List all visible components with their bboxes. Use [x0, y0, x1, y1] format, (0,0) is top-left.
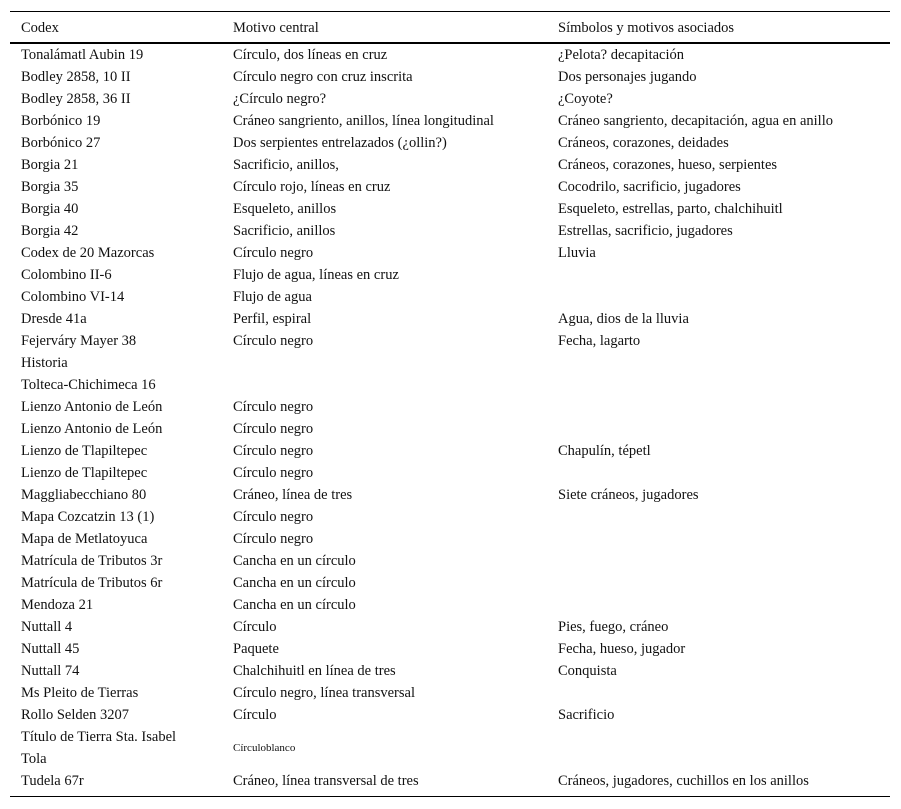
- cell-motivo: Chalchihuitl en línea de tres: [233, 663, 396, 679]
- cell-codex: Borgia 40: [21, 201, 79, 217]
- cell-codex: Título de Tierra Sta. Isabel: [21, 729, 177, 745]
- cell-motivo: Círculo negro: [233, 531, 314, 547]
- cell-motivo: Flujo de agua: [233, 289, 312, 305]
- cell-simbolos: ¿Pelota? decapitación: [558, 47, 685, 63]
- table-row: [0, 286, 901, 308]
- header-codex: Codex: [21, 20, 59, 36]
- cell-codex: Colombino VI-14: [21, 289, 125, 305]
- table-row: [0, 242, 901, 264]
- cell-codex: Borgia 21: [21, 157, 79, 173]
- cell-motivo: Círculo negro: [233, 465, 314, 481]
- cell-motivo: Círculo rojo, líneas en cruz: [233, 179, 391, 195]
- cell-simbolos: Esqueleto, estrellas, parto, chalchihuitl: [558, 201, 783, 217]
- cell-motivo: Cráneo, línea de tres: [233, 487, 353, 503]
- cell-simbolos: Cráneos, corazones, deidades: [558, 135, 729, 151]
- cell-motivo: Cráneo, línea transversal de tres: [233, 773, 419, 789]
- cell-codex: Maggliabecchiano 80: [21, 487, 147, 503]
- table-row: [0, 66, 901, 88]
- table-row: [0, 396, 901, 418]
- cell-motivo: Cancha en un círculo: [233, 597, 356, 613]
- cell-motivo: Círculo negro: [233, 245, 314, 261]
- cell-codex: Tudela 67r: [21, 773, 84, 789]
- table-row: [0, 484, 901, 506]
- table-row: [0, 462, 901, 484]
- cell-motivo: Círculo negro: [233, 399, 314, 415]
- cell-codex: Nuttall 74: [21, 663, 80, 679]
- table-row: [0, 220, 901, 242]
- cell-codex: Borgia 42: [21, 223, 79, 239]
- cell-motivo: Perfil, espiral: [233, 311, 312, 327]
- table-row: [0, 594, 901, 616]
- table-row: [0, 506, 901, 528]
- table-top-rule: [10, 11, 890, 12]
- cell-codex: Mendoza 21: [21, 597, 94, 613]
- cell-simbolos: Fecha, lagarto: [558, 333, 641, 349]
- cell-motivo: Círculo negro con cruz inscrita: [233, 69, 413, 85]
- table-row: [0, 572, 901, 594]
- cell-motivo: Círculo: [233, 707, 277, 723]
- cell-codex: Nuttall 45: [21, 641, 80, 657]
- cell-motivo: Círculoblanco: [233, 742, 296, 754]
- cell-motivo: Círculo negro: [233, 421, 314, 437]
- table-row: [0, 418, 901, 440]
- cell-motivo: Círculo: [233, 619, 277, 635]
- table-row: [0, 704, 901, 726]
- cell-codex: Borbónico 27: [21, 135, 101, 151]
- table-row: [0, 770, 901, 792]
- cell-simbolos: Cráneo sangriento, decapitación, agua en anillo: [558, 113, 833, 129]
- table-row: [0, 528, 901, 550]
- cell-motivo: Círculo negro: [233, 509, 314, 525]
- cell-codex: Tonalámatl Aubin 19: [21, 47, 144, 63]
- cell-motivo: Cancha en un círculo: [233, 575, 356, 591]
- cell-motivo: Sacrificio, anillos: [233, 223, 336, 239]
- cell-codex: Mapa Cozcatzin 13 (1): [21, 509, 155, 525]
- table-row: [0, 682, 901, 704]
- header-motivo-central: Motivo central: [233, 20, 319, 36]
- cell-codex: Rollo Selden 3207: [21, 707, 129, 723]
- table-row: [0, 330, 901, 352]
- cell-motivo: Dos serpientes entrelazados (¿ollin?): [233, 135, 447, 151]
- cell-codex: Tola: [21, 751, 47, 767]
- cell-simbolos: Cocodrilo, sacrificio, jugadores: [558, 179, 741, 195]
- cell-motivo: Cancha en un círculo: [233, 553, 356, 569]
- cell-motivo: Círculo, dos líneas en cruz: [233, 47, 388, 63]
- table-row: [0, 132, 901, 154]
- cell-codex: Borbónico 19: [21, 113, 101, 129]
- table-row: [0, 440, 901, 462]
- cell-simbolos: Cráneos, jugadores, cuchillos en los anillos: [558, 773, 809, 789]
- cell-codex: Nuttall 4: [21, 619, 73, 635]
- cell-motivo: Sacrificio, anillos,: [233, 157, 339, 173]
- cell-codex: Lienzo de Tlapiltepec: [21, 465, 148, 481]
- cell-codex: Fejerváry Mayer 38: [21, 333, 137, 349]
- cell-simbolos: Fecha, hueso, jugador: [558, 641, 686, 657]
- cell-codex: Borgia 35: [21, 179, 79, 195]
- table-row: [0, 638, 901, 660]
- cell-simbolos: Agua, dios de la lluvia: [558, 311, 689, 327]
- table-bottom-rule: [10, 796, 890, 797]
- cell-codex: Bodley 2858, 36 II: [21, 91, 131, 107]
- table-row: [0, 44, 901, 66]
- cell-codex: Codex de 20 Mazorcas: [21, 245, 155, 261]
- cell-simbolos: Pies, fuego, cráneo: [558, 619, 669, 635]
- cell-motivo: Círculo negro: [233, 443, 314, 459]
- table-row: [0, 660, 901, 682]
- cell-codex: Historia: [21, 355, 68, 371]
- cell-codex: Dresde 41a: [21, 311, 87, 327]
- table-row: [0, 616, 901, 638]
- cell-motivo: Círculo negro, línea transversal: [233, 685, 415, 701]
- cell-motivo: Paquete: [233, 641, 279, 657]
- table-row: [0, 88, 901, 110]
- table-row: [0, 374, 901, 396]
- cell-simbolos: ¿Coyote?: [558, 91, 613, 107]
- cell-motivo: Círculo negro: [233, 333, 314, 349]
- table-row: [0, 352, 901, 374]
- cell-codex: Lienzo de Tlapiltepec: [21, 443, 148, 459]
- cell-motivo: ¿Círculo negro?: [233, 91, 327, 107]
- cell-simbolos: Chapulín, tépetl: [558, 443, 651, 459]
- cell-simbolos: Conquista: [558, 663, 617, 679]
- cell-simbolos: Siete cráneos, jugadores: [558, 487, 699, 503]
- cell-codex: Ms Pleito de Tierras: [21, 685, 139, 701]
- table-row: [0, 264, 901, 286]
- cell-motivo: Esqueleto, anillos: [233, 201, 337, 217]
- table-row: [0, 550, 901, 572]
- cell-codex: Bodley 2858, 10 II: [21, 69, 131, 85]
- cell-codex: Matrícula de Tributos 3r: [21, 553, 163, 569]
- cell-codex: Matrícula de Tributos 6r: [21, 575, 163, 591]
- header-simbolos: Símbolos y motivos asociados: [558, 20, 735, 36]
- cell-simbolos: Estrellas, sacrificio, jugadores: [558, 223, 733, 239]
- cell-motivo: Cráneo sangriento, anillos, línea longitudinal: [233, 113, 494, 129]
- cell-codex: Tolteca-Chichimeca 16: [21, 377, 156, 393]
- table-body: [0, 44, 901, 792]
- cell-codex: Lienzo Antonio de León: [21, 399, 163, 415]
- cell-codex: Mapa de Metlatoyuca: [21, 531, 148, 547]
- table-row: [0, 176, 901, 198]
- cell-simbolos: Dos personajes jugando: [558, 69, 697, 85]
- table-row: [0, 198, 901, 220]
- table-row: [0, 726, 901, 770]
- cell-codex: Colombino II-6: [21, 267, 112, 283]
- cell-motivo: Flujo de agua, líneas en cruz: [233, 267, 399, 283]
- cell-simbolos: Sacrificio: [558, 707, 615, 723]
- cell-simbolos: Lluvia: [558, 245, 596, 261]
- table-row: [0, 110, 901, 132]
- cell-codex: Lienzo Antonio de León: [21, 421, 163, 437]
- table-row: [0, 308, 901, 330]
- cell-simbolos: Cráneos, corazones, hueso, serpientes: [558, 157, 778, 173]
- table-row: [0, 154, 901, 176]
